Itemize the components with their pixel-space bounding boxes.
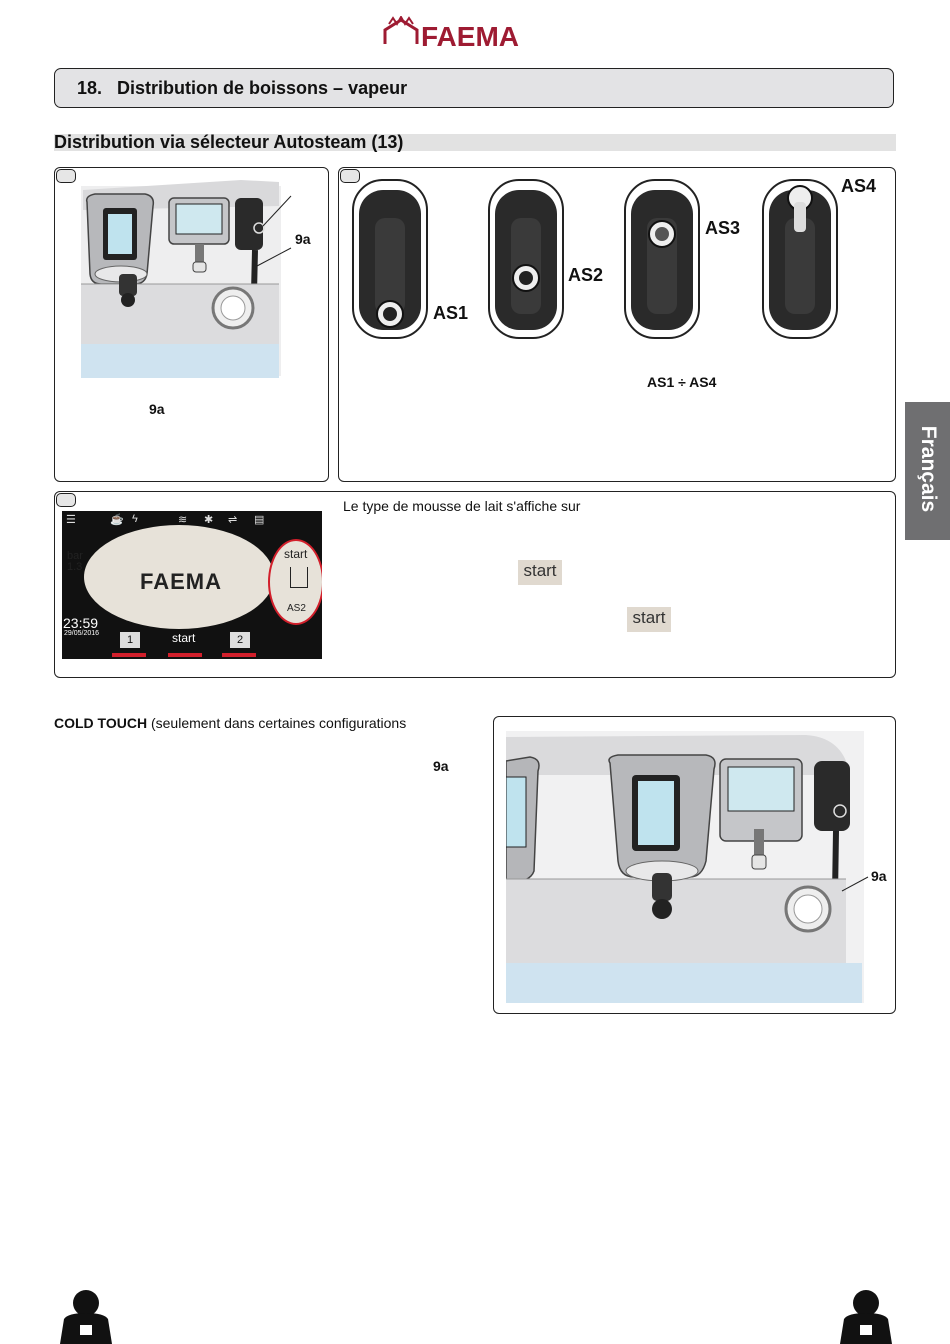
panel-tab <box>56 169 76 183</box>
wifi-icon: ≋ <box>178 514 188 526</box>
barista-icon-left <box>54 1287 118 1344</box>
status-icons-row <box>62 511 322 527</box>
panel-tab <box>56 493 76 507</box>
start-button-icon-1: start <box>518 560 562 585</box>
group-center-indicator <box>168 653 202 657</box>
settings-icon[interactable]: ☰ <box>66 514 76 526</box>
faema-logo <box>383 16 567 50</box>
cup-2-button[interactable]: 2 <box>230 632 250 648</box>
cold-touch-label: 9a <box>433 758 449 774</box>
panel-autosteam-positions <box>338 167 896 482</box>
screen-time: 23:59 <box>63 615 99 631</box>
cup-1-button[interactable]: 1 <box>120 632 140 648</box>
cold-touch-machine-image <box>506 731 886 1005</box>
panel-display <box>54 491 896 678</box>
language-label: Français <box>917 425 940 513</box>
side-mode-label: AS2 <box>287 603 306 614</box>
milk-jug-icon <box>290 567 308 588</box>
subsection-title: Distribution via sélecteur Autosteam (13) <box>54 132 404 152</box>
caption-9a: 9a <box>149 401 165 417</box>
power-icon: ϟ <box>132 513 138 525</box>
selector-as1-image <box>351 178 429 342</box>
selector-as3-image <box>623 178 701 342</box>
bluetooth-icon: ✱ <box>204 514 214 526</box>
cold-touch-text: (seulement dans certaines configurations <box>150 715 407 731</box>
screen-logo: FAEMA <box>140 569 222 594</box>
logo-text: FAEMA <box>421 21 519 50</box>
pressure-readout <box>67 551 83 573</box>
coffee-icon: ☕ <box>110 514 124 526</box>
section-title-text: Distribution de boissons – vapeur <box>117 78 408 98</box>
doc-icon: ▤ <box>254 514 265 526</box>
side-start-button[interactable]: start <box>284 547 308 561</box>
cold-touch-paragraph <box>54 715 406 731</box>
section-title <box>77 78 407 99</box>
cold-touch-title: COLD TOUCH <box>54 715 148 731</box>
display-screen <box>62 511 322 659</box>
section-number: 18. <box>77 78 103 98</box>
bar-label: bar <box>67 550 83 562</box>
language-tab <box>905 402 950 540</box>
cold-touch-callout-9a: 9a <box>871 868 887 884</box>
machine-front-image <box>81 176 326 388</box>
start-button-icon-2: start <box>627 607 671 632</box>
label-as2: AS2 <box>568 265 604 285</box>
label-as1: AS1 <box>433 303 469 323</box>
display-description: Le type de mousse de lait s'affiche sur <box>343 498 581 514</box>
usb-icon: ⇌ <box>228 514 238 526</box>
selector-as4-image <box>761 178 839 342</box>
label-as3: AS3 <box>705 218 741 238</box>
panel-steam-wand <box>54 167 329 482</box>
bar-value: 1.3 <box>67 561 83 573</box>
label-as4: AS4 <box>841 176 877 196</box>
section-header <box>54 68 894 108</box>
panel-cold-touch-image <box>493 716 896 1014</box>
selector-as2-image <box>487 178 565 342</box>
callout-9a: 9a <box>295 231 311 247</box>
barista-icon-right <box>834 1287 898 1344</box>
group-2-indicator <box>222 653 256 657</box>
caption-as-range: AS1 ÷ AS4 <box>647 374 717 390</box>
screen-start-button[interactable]: start <box>172 631 196 645</box>
subsection-bar <box>54 134 896 151</box>
screen-date: 29/05/2016 <box>64 630 100 637</box>
group-1-indicator <box>112 653 146 657</box>
